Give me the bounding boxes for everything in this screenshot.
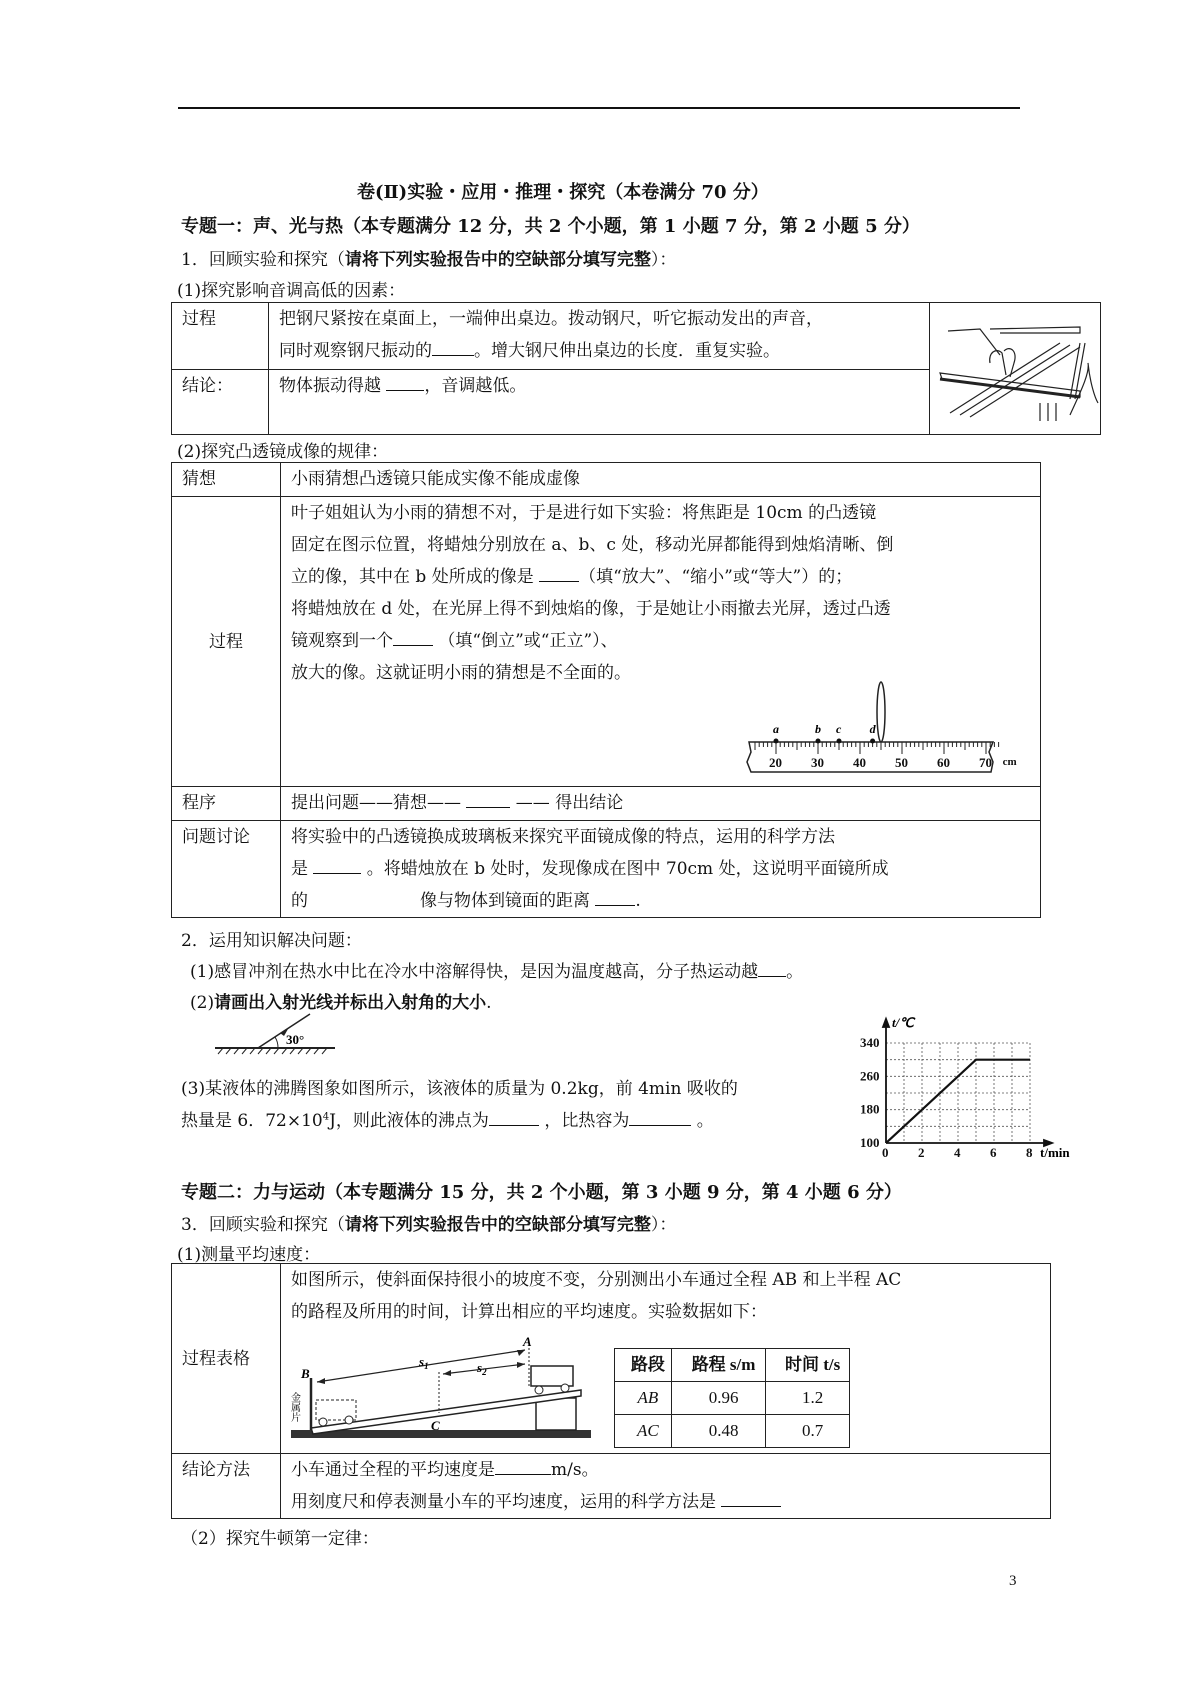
- ruler-tick-label: 40: [853, 755, 866, 770]
- lens-process-label-text: 过程: [209, 631, 243, 652]
- avg-speed-text: 小车通过全程的平均速度是: [291, 1460, 495, 1480]
- lens-experiment-table: [171, 462, 1041, 918]
- conclusion-method-cell: [281, 1454, 1051, 1519]
- lens-process-line3: [291, 561, 1040, 593]
- speed-table-cell: 0.96: [671, 1382, 765, 1415]
- discussion-line2-a: 是: [291, 859, 314, 879]
- blank-slow[interactable]: [386, 372, 424, 391]
- q2-1: [190, 957, 803, 982]
- ruler-tick-label: 30: [811, 755, 824, 770]
- guess-label-text: 猜想: [182, 469, 216, 489]
- q2-1-text: (1)感冒冲剂在热水中比在冷水中溶解得快，是因为温度越高，分子热运动越: [190, 962, 759, 982]
- chart-y-tick: 100: [860, 1135, 880, 1150]
- ruler-figure-cell: [930, 303, 1101, 435]
- procedure-b: —— 得出结论: [510, 793, 624, 813]
- process-line1: 把钢尺紧按在桌面上，一端伸出桌边。拨动钢尺，听它振动发出的声音，: [279, 309, 823, 329]
- candle-position-a: [774, 739, 779, 744]
- q3-part1-title: (1)测量平均速度：: [177, 1245, 321, 1265]
- speed-table-header-cell: 路程 s/m: [671, 1349, 765, 1382]
- optical-bench-ruler: [741, 677, 1017, 777]
- conclusion-a: 物体振动得越: [279, 376, 387, 397]
- speed-table-cell: AB: [615, 1382, 672, 1415]
- lens-process-line5: [291, 625, 1040, 657]
- conclusion-b: ，音调越低。: [424, 376, 527, 397]
- y-arrow-icon: [883, 1019, 889, 1027]
- process-line2-b: 。增大钢尺伸出桌边的长度．重复实验。: [474, 341, 780, 361]
- part1-title: (1)探究影响音调高低的因素：: [177, 281, 406, 301]
- blank-image-size[interactable]: [539, 563, 579, 582]
- q3-part2-title: （2）探究牛顿第一定律：: [181, 1529, 379, 1549]
- procedure-label-text: 程序: [182, 793, 216, 813]
- ruler-unit: cm: [1002, 756, 1017, 768]
- avg-speed-line: [291, 1454, 1050, 1486]
- candle-position-b: [816, 739, 821, 744]
- speed-table-header-cell: 时间 t/s: [766, 1349, 850, 1382]
- process-label-text: 过程: [182, 309, 216, 329]
- angle-arc: [275, 1037, 278, 1048]
- speed-process-line2: 的路程及所用的时间，计算出相应的平均速度。实验数据如下：: [291, 1302, 767, 1322]
- lens-process-line4: 将蜡烛放在 d 处，在光屏上得不到烛焰的像，于是她让小雨撤去光屏，透过凸透: [291, 599, 891, 619]
- discussion-line3-c: .: [635, 891, 641, 911]
- speed-process-label-text: 过程表格: [182, 1348, 250, 1369]
- chart-y-tick: 180: [860, 1101, 880, 1117]
- lens-process-line3-b: （填“放大”、“缩小”或“等大”）的；: [579, 567, 853, 587]
- q2-3-exponent: 4: [322, 1111, 330, 1123]
- conclusion-label-text: 结论：: [182, 376, 233, 397]
- q1-title: [181, 245, 676, 270]
- part2-title: (2)探究凸透镜成像的规律：: [177, 442, 389, 462]
- q2-3-end: 。: [696, 1111, 714, 1131]
- procedure-cell: [281, 787, 1041, 821]
- process-line2: [279, 335, 929, 367]
- s1-label: $s_1$: [419, 1354, 429, 1371]
- speed-table-cell: 0.7: [766, 1415, 850, 1448]
- q2-3-line2: [181, 1106, 714, 1131]
- blank-distance[interactable]: [595, 887, 635, 906]
- q2-3-boiling: J，则此液体的沸点为: [329, 1111, 489, 1131]
- avg-speed-unit: m/s。: [551, 1460, 599, 1480]
- speed-table-row: [615, 1382, 850, 1415]
- q2-3-line1: (3)某液体的沸腾图象如图所示，该液体的质量为 0.2kg，前 4min 吸收的: [181, 1079, 738, 1099]
- incline-diagram: [288, 1334, 591, 1448]
- q3-instruction: 请将下列实验报告中的空缺部分填写完整: [344, 1215, 651, 1235]
- pitch-experiment-table: [171, 302, 1101, 435]
- q2-3-capacity: ，比热容为: [544, 1111, 630, 1131]
- chart-x-tick: 0: [882, 1145, 889, 1160]
- header-rule: [178, 107, 1020, 109]
- speed-table-cell: AC: [615, 1415, 672, 1448]
- method-text: 用刻度尺和停表测量小车的平均速度，运用的科学方法是: [291, 1492, 722, 1512]
- q3-prefix: 3．回顾实验和探究（: [181, 1215, 345, 1235]
- q2-1-end: 。: [786, 962, 804, 982]
- chart-x-tick: 2: [918, 1145, 925, 1160]
- chart-y-tick: 260: [860, 1068, 880, 1084]
- speed-table-cell: 0.48: [671, 1415, 765, 1448]
- blank-specific-heat[interactable]: [629, 1107, 691, 1126]
- section-title: 卷(Ⅱ)实验・应用・推理・探究（本卷满分 70 分）: [357, 182, 769, 203]
- method-line: [291, 1486, 1050, 1518]
- point-b-label: B: [301, 1366, 310, 1381]
- chart-y-tick: 340: [860, 1035, 880, 1050]
- discussion-line3: [291, 885, 1040, 917]
- lens-process-line1: 叶子姐姐认为小雨的猜想不对，于是进行如下实验：将焦距是 10cm 的凸透镜: [291, 503, 877, 523]
- speed-data-table: [614, 1348, 850, 1448]
- ruler-tick-label: 60: [937, 755, 950, 770]
- speed-table-header-cell: 路段: [615, 1349, 672, 1382]
- blank-vibration[interactable]: [432, 337, 474, 356]
- guess-text: 小雨猜想凸透镜只能成实像不能成虚像: [291, 469, 580, 489]
- discussion-line2: [291, 853, 1040, 885]
- conclusion-label: [172, 370, 269, 435]
- candle-position-c: [837, 739, 842, 744]
- process-cell: [269, 303, 930, 370]
- blank-procedure[interactable]: [466, 789, 510, 808]
- point-label-c: c: [836, 722, 842, 736]
- q2-2-prefix: (2): [190, 993, 215, 1013]
- q2-3-heat: 热量是 6．72×10: [181, 1111, 323, 1131]
- boiling-chart: [860, 1015, 1070, 1165]
- discussion-label-text: 问题讨论: [182, 827, 250, 847]
- discussion-cell: [281, 821, 1041, 918]
- guess-cell: [281, 463, 1041, 497]
- process-line2-a: 同时观察钢尺振动的: [279, 341, 432, 361]
- q3-title: [181, 1210, 676, 1235]
- topic2-heading: 专题二：力与运动（本专题满分 15 分，共 2 个小题，第 3 小题 9 分，第 4 小题 6 分）: [181, 1182, 902, 1203]
- ruler-tick-label: 20: [769, 755, 782, 770]
- lens-process-line6: 放大的像。这就证明小雨的猜想是不全面的。: [291, 663, 631, 683]
- ruler-on-desk-figure: [930, 303, 1098, 423]
- speed-table-row: [615, 1415, 850, 1448]
- discussion-line2-b: 。将蜡烛放在 b 处时，发现像成在图中 70cm 处，这说明平面镜所成: [361, 859, 889, 879]
- chart-y-label: t/℃: [892, 1015, 914, 1030]
- speed-process-line1: 如图所示，使斜面保持很小的坡度不变，分别测出小车通过全程 AB 和上半程 AC: [291, 1270, 902, 1290]
- conclusion-method-label: [172, 1454, 281, 1519]
- cart-icon: [531, 1366, 573, 1386]
- lens-process-line3-a: 立的像，其中在 b 处所成的像是: [291, 567, 540, 587]
- discussion-label: [172, 821, 281, 918]
- procedure-label: [172, 787, 281, 821]
- point-a-label: A: [523, 1334, 532, 1349]
- reflection-diagram: [210, 1010, 340, 1060]
- q3-suffix: ）：: [650, 1215, 677, 1235]
- candle-position-d: [870, 739, 875, 744]
- lens-process-label: [172, 497, 281, 787]
- lens-process-line5-b: （填“倒立”或“正立”）、: [438, 631, 618, 651]
- s2-label: $s_2$: [477, 1360, 487, 1377]
- lens-process-line2: 固定在图示位置，将蜡烛分别放在 a、b、c 处，移动光屏都能得到烛焰清晰、倒: [291, 535, 894, 555]
- ruler-tick-label: 50: [895, 755, 908, 770]
- support-block: [536, 1398, 576, 1430]
- lens-process-cell: [281, 497, 1041, 787]
- blank-science-method[interactable]: [721, 1488, 781, 1507]
- discussion-line1: 将实验中的凸透镜换成玻璃板来探究平面镜成像的特点，运用的科学方法: [291, 827, 835, 847]
- speed-process-cell: [281, 1264, 1051, 1454]
- blank-boiling-point[interactable]: [489, 1107, 539, 1126]
- procedure-a: 提出问题——猜想——: [291, 793, 467, 813]
- q1-instruction: 请将下列实验报告中的空缺部分填写完整: [344, 250, 651, 270]
- speed-table-header: [615, 1349, 850, 1382]
- point-c-label: C: [431, 1418, 440, 1433]
- ruler-tick-label: 70: [979, 755, 992, 770]
- metal-plate-label: 金属片: [288, 1392, 300, 1422]
- blank-orientation[interactable]: [393, 627, 433, 646]
- angle-label: 30°: [286, 1032, 305, 1047]
- q2-2-instruction: 请画出入射光线并标出入射角的大小: [214, 993, 487, 1013]
- process-label: [172, 303, 269, 370]
- chart-x-tick: 6: [990, 1145, 997, 1160]
- chart-x-tick: 8: [1026, 1145, 1033, 1160]
- speed-table-cell: 1.2: [766, 1382, 850, 1415]
- discussion-line3-a: 的: [291, 891, 308, 911]
- discussion-line3-b: 像与物体到镜面的距离: [420, 891, 596, 911]
- speed-experiment-table: [171, 1263, 1051, 1519]
- chart-x-label: t/min: [1040, 1145, 1070, 1160]
- q1-suffix: ）：: [650, 250, 677, 270]
- speed-process-label: [172, 1264, 281, 1454]
- blank-method[interactable]: [313, 855, 361, 874]
- chart-x-tick: 4: [954, 1145, 961, 1160]
- blank-faster[interactable]: [758, 958, 786, 977]
- point-label-a: a: [773, 722, 779, 736]
- q2-2-suffix: .: [486, 993, 492, 1013]
- lens-process-line5-a: 镜观察到一个: [291, 631, 393, 651]
- q1-prefix: 1．回顾实验和探究（: [181, 250, 345, 270]
- point-label-d: d: [869, 722, 876, 736]
- blank-avg-speed[interactable]: [495, 1456, 551, 1475]
- point-label-b: b: [815, 722, 821, 736]
- guess-label: [172, 463, 281, 497]
- conclusion-method-label-text: 结论方法: [182, 1460, 250, 1480]
- topic1-heading: 专题一：声、光与热（本专题满分 12 分，共 2 个小题，第 1 小题 7 分，第 2 小题 5 分）: [181, 216, 920, 237]
- conclusion-cell: [269, 370, 930, 435]
- lens-icon: [877, 682, 885, 742]
- q2-title: 2．运用知识解决问题：: [181, 931, 362, 951]
- page-number: 3: [1009, 1573, 1017, 1589]
